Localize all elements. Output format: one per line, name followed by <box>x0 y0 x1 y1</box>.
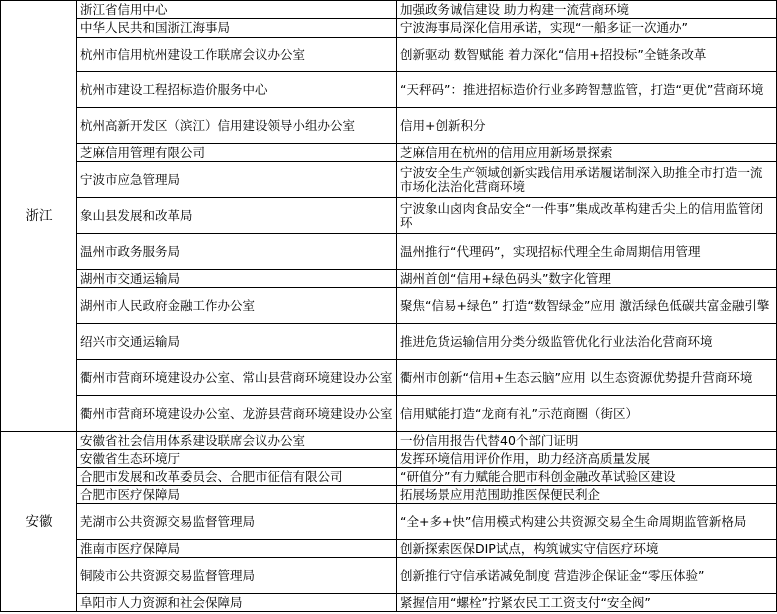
unit-cell: 淮南市医疗保障局 <box>77 540 397 558</box>
table-row <box>1 558 777 594</box>
table-row <box>1 234 777 270</box>
table-row <box>1 396 777 432</box>
table-row <box>1 162 777 198</box>
unit-cell: 阜阳市人力资源和社会保障局 <box>77 594 397 612</box>
unit-cell: 湖州市交通运输局 <box>77 270 397 288</box>
table-row <box>1 432 777 450</box>
unit-cell: 绍兴市交通运输局 <box>77 324 397 360</box>
measure-cell: 紧握信用“螺栓”拧紧农民工工资支付“安全阀” <box>397 594 777 612</box>
table-row <box>1 198 777 234</box>
unit-cell: 中华人民共和国浙江海事局 <box>77 19 397 38</box>
measure-cell: 一份信用报告代替40个部门证明 <box>397 432 777 450</box>
measure-cell: 宁波安全生产领域创新实践信用承诺履诺制深入助推全市打造一流市场化法治化营商环境 <box>397 162 777 198</box>
measure-cell: 芝麻信用在杭州的信用应用新场景探索 <box>397 144 777 162</box>
measure-cell: 创新驱动 数智赋能 着力深化“信用+招投标”全链条改革 <box>397 38 777 72</box>
unit-cell: 芜湖市公共资源交易监督管理局 <box>77 504 397 540</box>
table-row <box>1 270 777 288</box>
unit-cell: 衢州市营商环境建设办公室、常山县营商环境建设办公室 <box>77 360 397 396</box>
table-row <box>1 486 777 504</box>
province-cell: 浙江 <box>1 1 77 432</box>
measure-cell: 温州推行“代理码”，实现招标代理全生命周期信用管理 <box>397 234 777 270</box>
table-row <box>1 360 777 396</box>
unit-cell: 衢州市营商环境建设办公室、龙游县营商环境建设办公室 <box>77 396 397 432</box>
table-row <box>1 72 777 108</box>
measure-cell: 创新推行守信承诺减免制度 营造涉企保证金“零压体验” <box>397 558 777 594</box>
table-row <box>1 38 777 72</box>
measure-cell: “研值分”有力赋能合肥市科创金融改革试验区建设 <box>397 468 777 486</box>
measure-cell: 宁波海事局深化信用承诺，实现“一船多证一次通办” <box>397 19 777 38</box>
unit-cell: 安徽省生态环境厅 <box>77 450 397 468</box>
table-row <box>1 288 777 324</box>
table-row <box>1 108 777 144</box>
table-row <box>1 144 777 162</box>
unit-cell: 安徽省社会信用体系建设联席会议办公室 <box>77 432 397 450</box>
table-row <box>1 468 777 486</box>
measure-cell: 拓展场景应用范围助推医保便民利企 <box>397 486 777 504</box>
unit-cell: 宁波市应急管理局 <box>77 162 397 198</box>
measure-cell: 加强政务诚信建设 助力构建一流营商环境 <box>397 1 777 19</box>
unit-cell: 湖州市人民政府金融工作办公室 <box>77 288 397 324</box>
table-row <box>1 594 777 612</box>
unit-cell: 合肥市医疗保障局 <box>77 486 397 504</box>
measure-cell: 聚焦“信易+绿色” 打造“数智绿金”应用 激活绿色低碳共富金融引擎 <box>397 288 777 324</box>
measure-cell: 衢州市创新“信用+生态云脑”应用 以生态资源优势提升营商环境 <box>397 360 777 396</box>
unit-cell: 浙江省信用中心 <box>77 1 397 19</box>
table-row <box>1 540 777 558</box>
table-row <box>1 324 777 360</box>
measure-cell: 信用赋能打造“龙商有礼”示范商圈（街区） <box>397 396 777 432</box>
measure-cell: 湖州首创“信用+绿色码头”数字化管理 <box>397 270 777 288</box>
measure-cell: 信用+创新积分 <box>397 108 777 144</box>
measure-cell: 推进危货运输信用分类分级监管优化行业法治化营商环境 <box>397 324 777 360</box>
table-row <box>1 504 777 540</box>
unit-cell: 杭州市建设工程招标造价服务中心 <box>77 72 397 108</box>
unit-cell: 杭州高新开发区（滨江）信用建设领导小组办公室 <box>77 108 397 144</box>
measure-cell: “全+多+快”信用模式构建公共资源交易全生命周期监管新格局 <box>397 504 777 540</box>
unit-cell: 杭州市信用杭州建设工作联席会议办公室 <box>77 38 397 72</box>
measure-cell: “天秤码”：推进招标造价行业多跨智慧监管，打造“更优”营商环境 <box>397 72 777 108</box>
unit-cell: 合肥市发展和改革委员会、合肥市征信有限公司 <box>77 468 397 486</box>
measure-cell: 宁波象山卤肉食品安全“一件事”集成改革构建舌尖上的信用监管闭环 <box>397 198 777 234</box>
unit-cell: 温州市政务服务局 <box>77 234 397 270</box>
unit-cell: 芝麻信用管理有限公司 <box>77 144 397 162</box>
measure-cell: 创新探索医保DIP试点，构筑诚实守信医疗环境 <box>397 540 777 558</box>
table-row <box>1 1 777 19</box>
table-row <box>1 450 777 468</box>
province-cell: 安徽 <box>1 432 77 612</box>
unit-cell: 铜陵市公共资源交易监督管理局 <box>77 558 397 594</box>
measure-cell: 发挥环境信用评价作用，助力经济高质量发展 <box>397 450 777 468</box>
unit-cell: 象山县发展和改革局 <box>77 198 397 234</box>
table-row <box>1 19 777 38</box>
